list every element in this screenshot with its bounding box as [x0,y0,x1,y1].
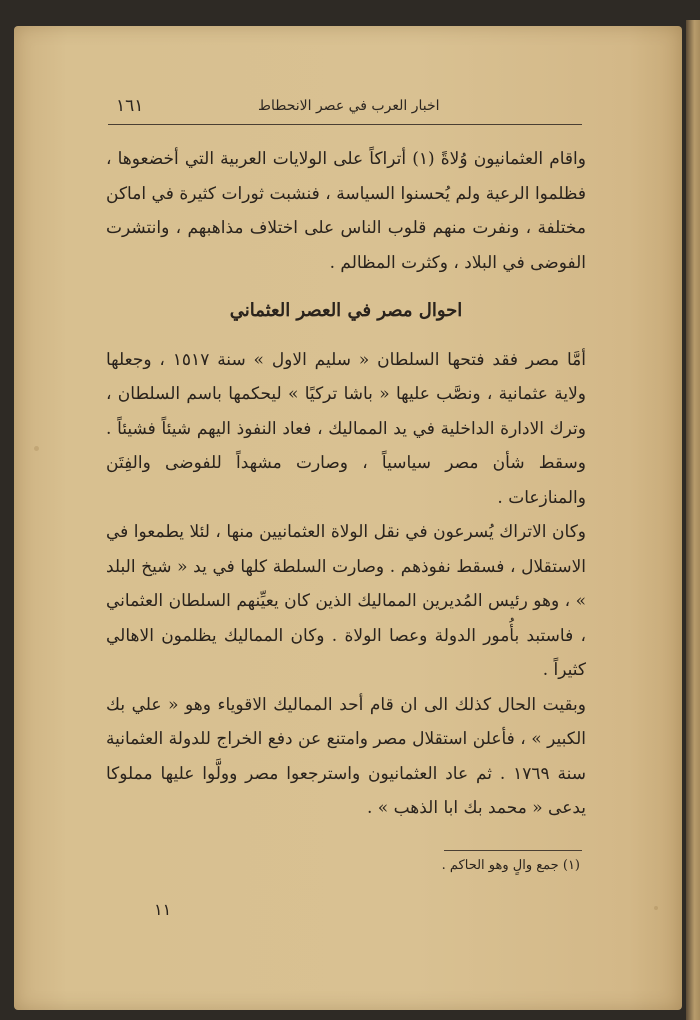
running-title: اخبار العرب في عصر الانحطاط [258,98,440,114]
paper-spot [654,906,658,910]
paper-spot [34,446,39,451]
main-text [106,142,586,826]
section-heading: احوال مصر في العصر العثماني [229,300,463,321]
paragraph: وكان الاتراك يُسرعون في نقل الولاة العثمانيين منها ، لئلا يطمعوا في الاستقلال ، فسقط نفوذهم . وصارت السلطة كلها في يد « شيخ البلد » ، وهو رئيس المُديرين المماليك الذين كان يعيِّنهم السلطان العثماني ، فاستبد بأُمور الدولة وعصا الولاة . وكان المماليك يظلمون الاهالي كثيراً . [106,522,586,680]
paragraph: وبقيت الحال كذلك الى ان قام أحد المماليك الاقوياء وهو « علي بك الكبير » ، فأعلن استقلال مصر وامتنع عن دفع الخراج للدولة العثمانية سنة ١٧٦٩ . ثم عاد العثمانيون واسترجعوا مصر وولَّوا عليها مملوكا يدعى « محمد بك ابا الذهب » . [106,694,586,818]
paragraph: واقام العثمانيون وُلاةً (١) أتراكاً على الولايات العربية التي أخضعوها ، فظلموا الرعية ولم يُحسنوا السياسة ، فنشبت ثورات كثيرة في اماكن مختلفة ، ونفرت منهم قلوب الناس على اختلاف مذاهبهم ، وانتشرت الفوضى في البلاد ، وكثرت المظالم . [106,149,586,273]
paragraph: أمَّا مصر فقد فتحها السلطان « سليم الاول » سنة ١٥١٧ ، وجعلها ولاية عثمانية ، ونصَّب عليها « باشا تركيًا » ليحكمها باسم السلطان ، وترك الادارة الداخلية في يد المماليك ، فعاد النفوذ اليهم شيئاً فشيئاً . وسقط شأن مصر سياسياً ، وصارت مشهداً للفوضى والفِتَن والمنازعات . [106,349,587,508]
page-header [108,96,582,125]
page-number: ١٦١ [116,96,144,116]
footnote-divider [444,850,582,851]
signature-mark: ١١ [154,900,172,919]
footnote: (١) جمع والٍ وهو الحاكم . [441,858,580,873]
adjacent-page-edge [686,20,700,1020]
